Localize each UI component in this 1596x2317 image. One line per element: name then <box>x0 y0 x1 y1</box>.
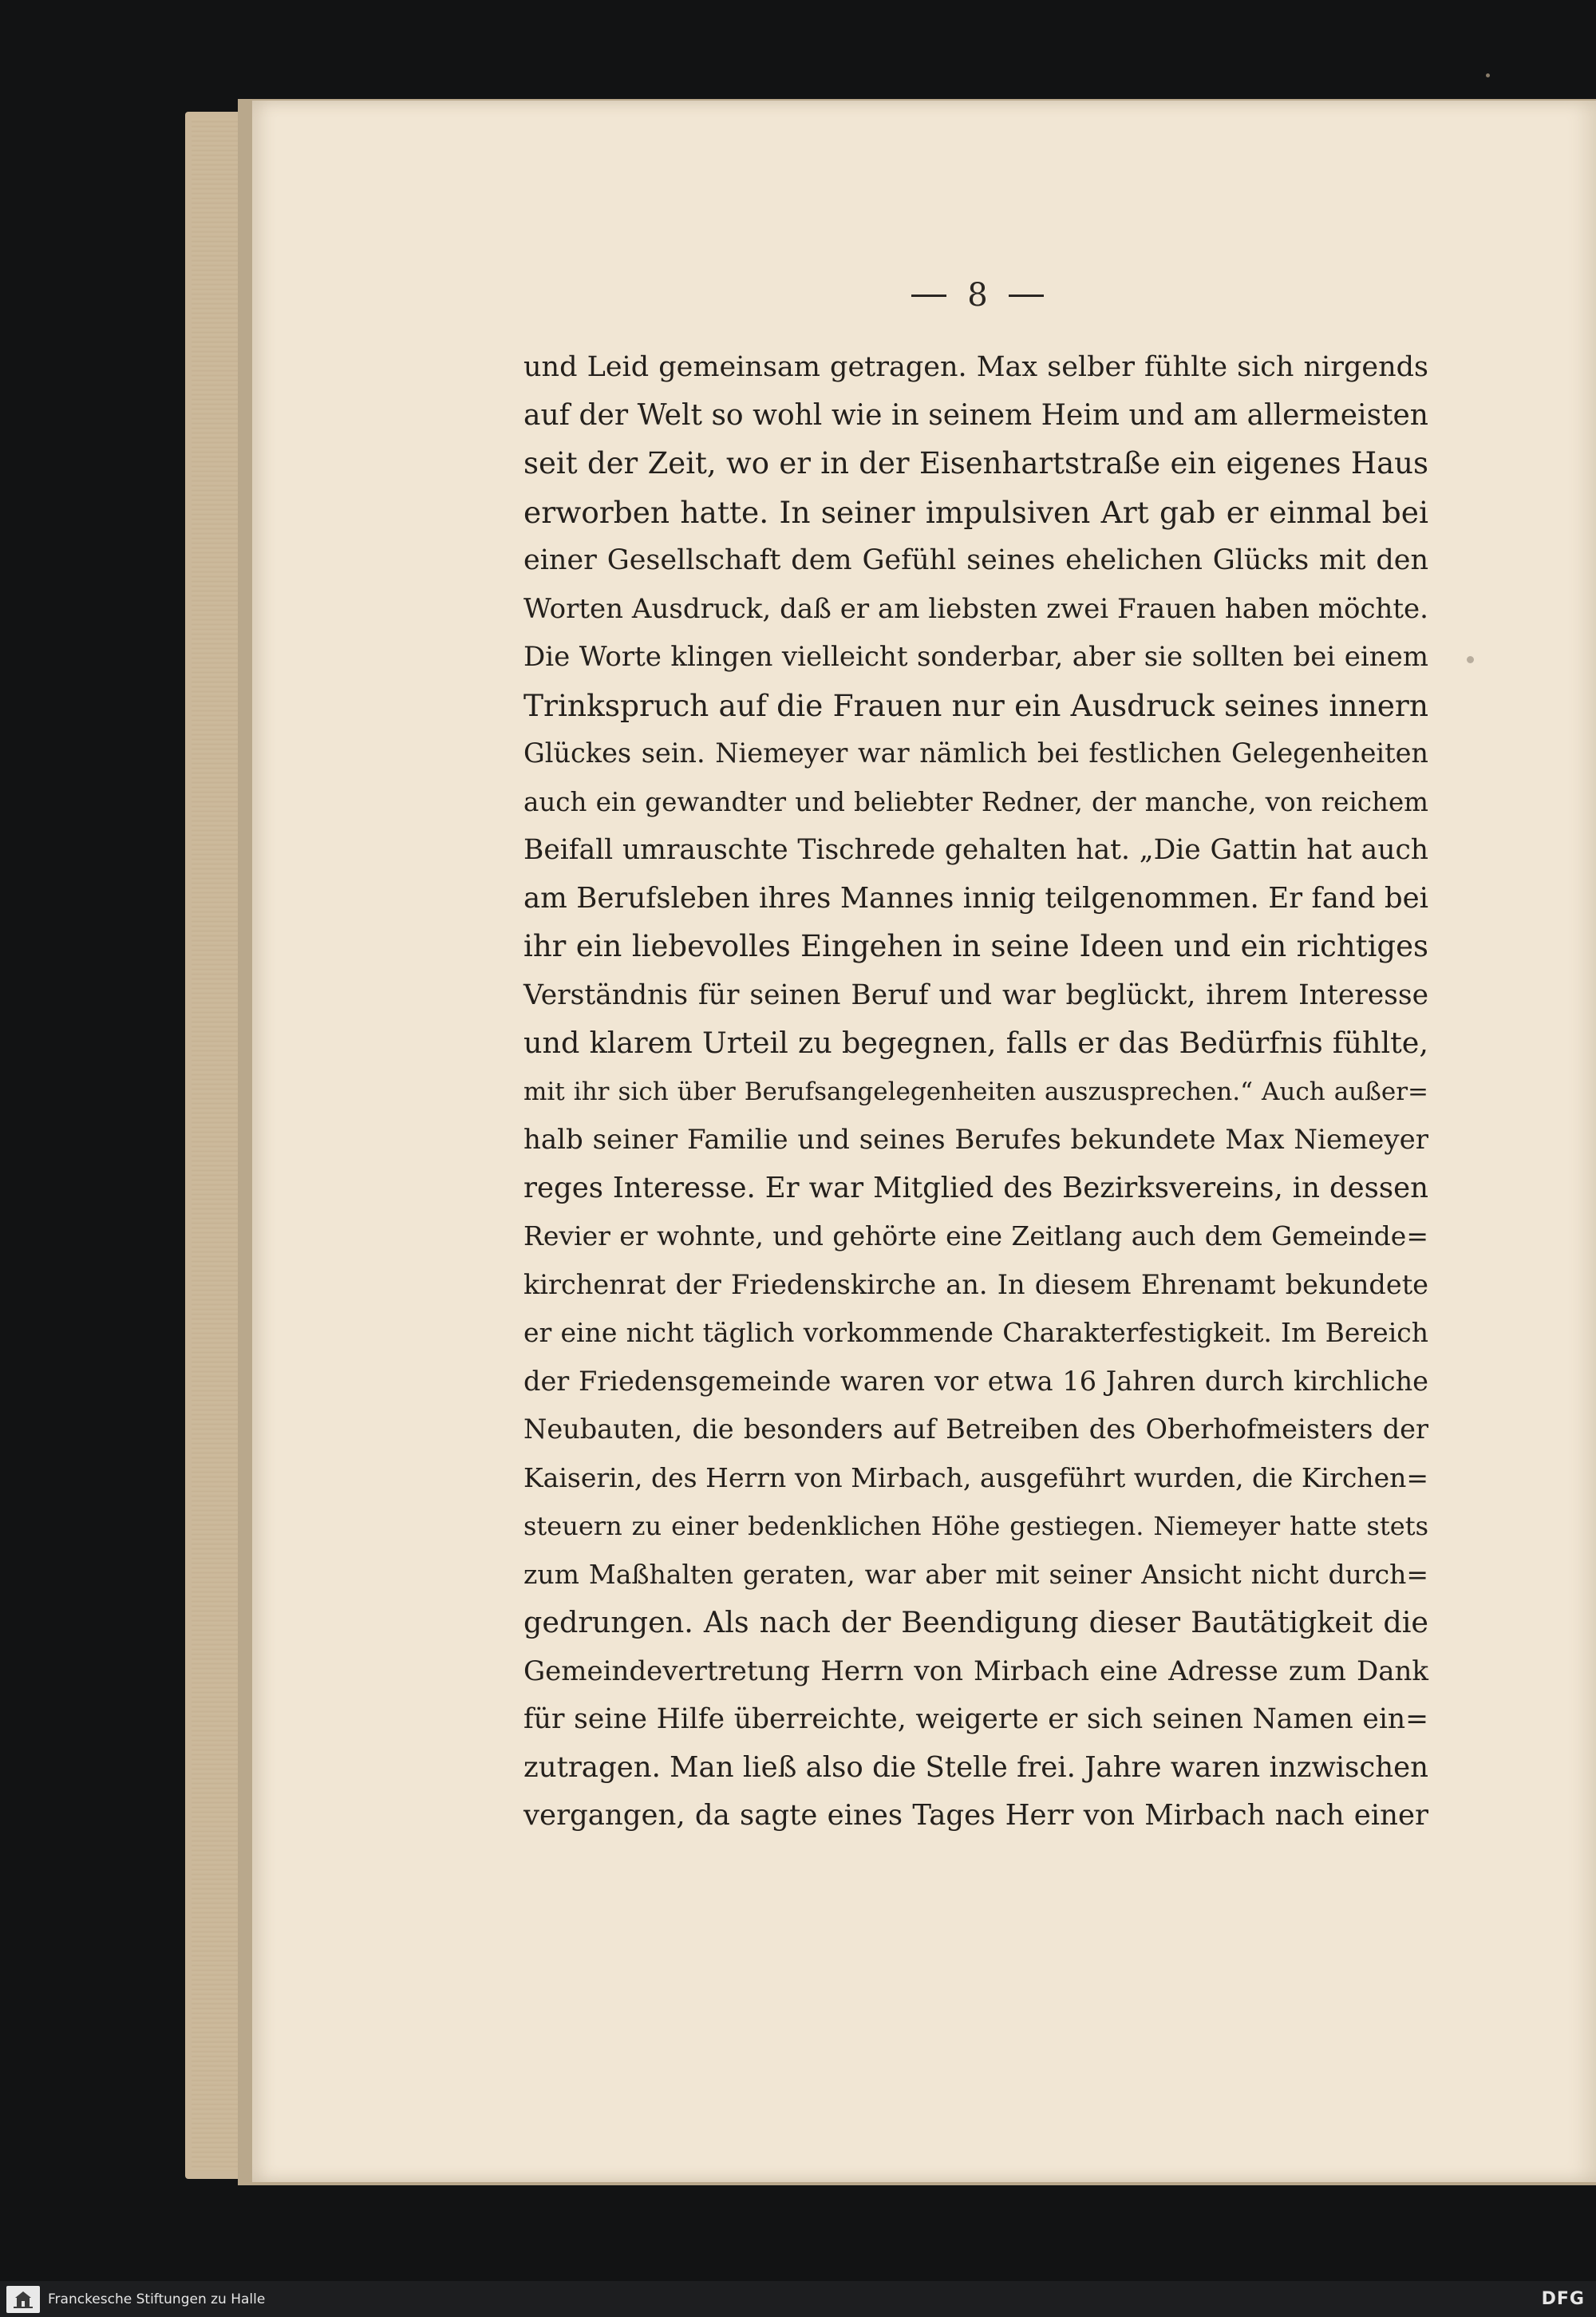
text-line: ihr ein liebevolles Eingehen in seine Ideen und ein richtiges <box>523 929 1428 963</box>
text-line: vergangen, da sagte eines Tages Herr von Mirbach nach einer <box>523 1799 1428 1832</box>
text-line: Glückes sein. Niemeyer war nämlich bei festlichen Gelegenheiten <box>523 737 1428 769</box>
paper-speck <box>1467 656 1474 663</box>
text-line: Trinkspruch auf die Frauen nur ein Ausdruck seines innern <box>523 687 1428 723</box>
text-line: Neubauten, die besonders auf Betreiben des Oberhofmeisters der <box>523 1414 1428 1445</box>
header-dash-left <box>911 295 946 297</box>
building-icon <box>12 2289 34 2310</box>
text-line: Gemeindevertretung Herrn von Mirbach eine Adresse zum Dank <box>523 1655 1428 1687</box>
text-line: er eine nicht täglich vorkommende Charakterfestigkeit. Im Bereich <box>523 1317 1428 1348</box>
text-line: Kaiserin, des Herrn von Mirbach, ausgeführt wurden, die Kirchen= <box>523 1461 1428 1493</box>
text-line: am Berufsleben ihres Mannes innig teilgenommen. Er fand bei <box>523 881 1428 915</box>
text-line: Revier er wohnte, und gehörte eine Zeitlang auch dem Gemeinde= <box>523 1220 1428 1251</box>
text-line: Die Worte klingen vielleicht sonderbar, aber sie sollten bei einem <box>523 641 1428 673</box>
funder-logo: DFG <box>1541 2289 1585 2309</box>
text-line: erworben hatte. In seiner impulsiven Art gab er einmal bei <box>523 494 1428 530</box>
institution-name: Franckesche Stiftungen zu Halle <box>48 2291 266 2307</box>
cover-board-edge <box>192 118 243 2171</box>
text-line: und klarem Urteil zu begegnen, falls er das Bedürfnis fühlte, <box>523 1026 1428 1060</box>
text-line: gedrungen. Als nach der Beendigung dieser Bautätigkeit die <box>523 1605 1428 1639</box>
text-line: halb seiner Familie und seines Berufes bekundete Max Niemeyer <box>523 1124 1428 1156</box>
body-text <box>523 343 1428 1841</box>
text-line: reges Interesse. Er war Mitglied des Bezirksvereins, in dessen <box>523 1171 1428 1204</box>
text-line: Beifall umrauschte Tischrede gehalten hat. „Die Gattin hat auch <box>523 834 1428 866</box>
text-line: Worten Ausdruck, daß er am liebsten zwei Frauen haben möchte. <box>523 592 1428 625</box>
text-line: auf der Welt so wohl wie in seinem Heim und am allermeisten <box>523 398 1428 432</box>
text-line: zutragen. Man ließ also die Stelle frei. Jahre waren inzwischen <box>523 1750 1428 1784</box>
text-line: für seine Hilfe überreichte, weigerte er sich seinen Namen ein= <box>523 1703 1428 1735</box>
text-line: kirchenrat der Friedenskirche an. In diesem Ehrenamt bekundete <box>523 1268 1428 1300</box>
text-line: der Friedensgemeinde waren vor etwa 16 Jahren durch kirchliche <box>523 1365 1428 1397</box>
text-line: einer Gesellschaft dem Gefühl seines ehelichen Glücks mit den <box>523 544 1428 576</box>
institution-logo-icon <box>6 2286 40 2313</box>
text-line: und Leid gemeinsam getragen. Max selber fühlte sich nirgends <box>523 351 1428 383</box>
page-number-header <box>874 271 1081 319</box>
text-line: zum Maßhalten geraten, war aber mit seiner Ansicht nicht durch= <box>523 1558 1428 1590</box>
text-line: auch ein gewandter und beliebter Redner, der manche, von reichem <box>523 786 1428 817</box>
text-line: Verständnis für seinen Beruf und war beglückt, ihrem Interesse <box>523 979 1428 1011</box>
header-dash-right <box>1009 295 1044 297</box>
text-line: steuern zu einer bedenklichen Höhe gestiegen. Niemeyer hatte stets <box>523 1511 1428 1541</box>
paper-speck <box>1486 73 1490 77</box>
text-line: mit ihr sich über Berufsangelegenheiten auszusprechen.“ Auch außer= <box>523 1077 1428 1106</box>
text-line: seit der Zeit, wo er in der Eisenhartstraße ein eigenes Haus <box>523 446 1428 480</box>
page-number: 8 <box>967 277 988 314</box>
